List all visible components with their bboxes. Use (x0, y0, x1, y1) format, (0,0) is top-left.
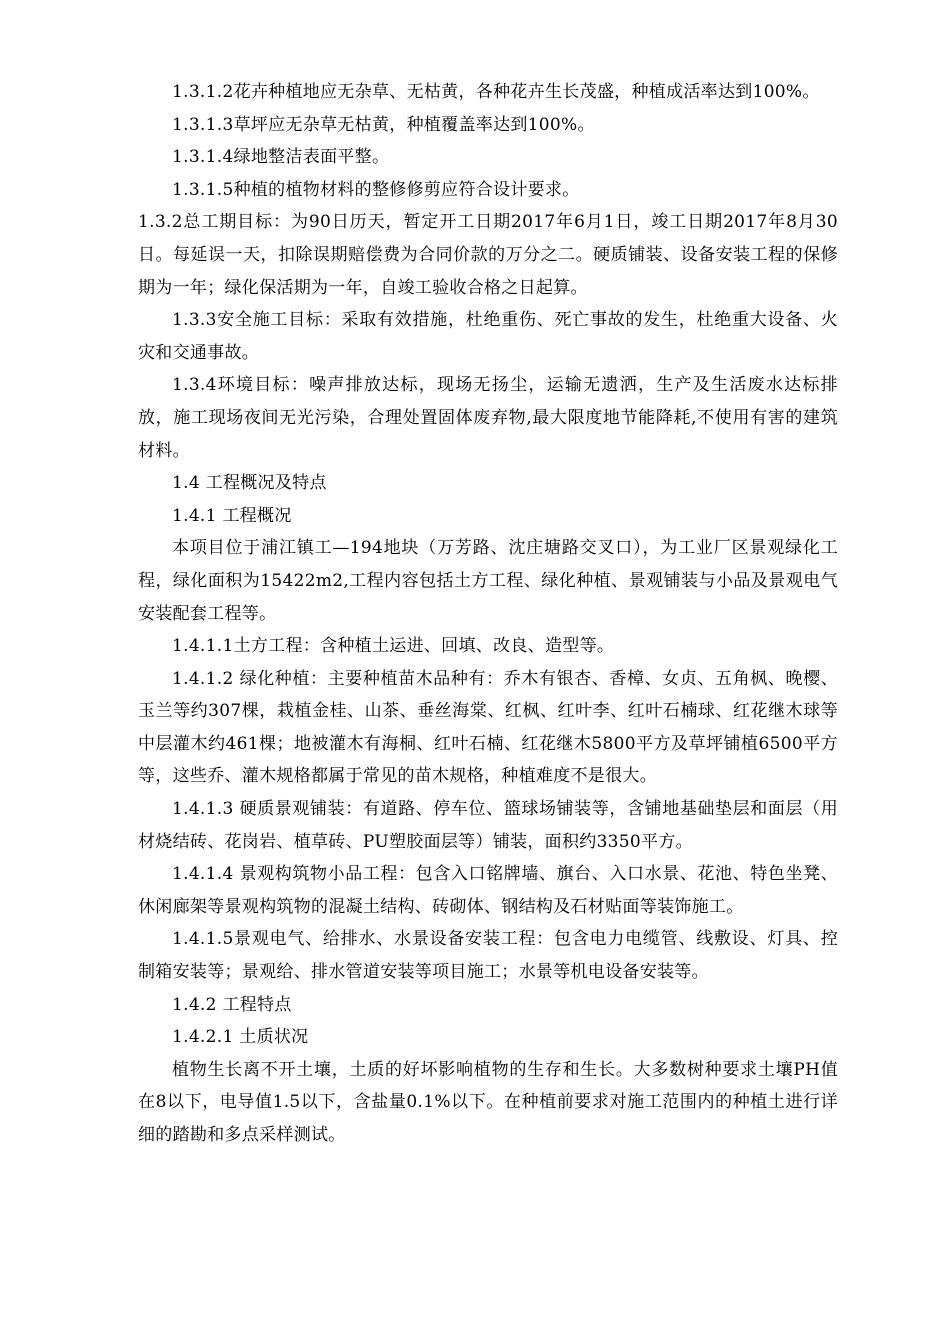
paragraph-1-4-1-1: 1.4.1.1土方工程：含种植土运进、回填、改良、造型等。 (172, 636, 615, 657)
paragraph-1-4-1-5: 1.4.1.5景观电气、给排水、水景设备安装工程：包含电力电缆管、线敷设、灯具、控制箱安装等；景观给、排水管道安装等项目施工；水景等机电设备安装等。 (138, 929, 838, 983)
paragraph-1-3-1-2: 1.3.1.2花卉种植地应无杂草、无枯黄，各种花卉生长茂盛，种植成活率达到100%。 (172, 82, 820, 102)
paragraph-1-4-1-2: 1.4.1.2 绿化种植：主要种植苗木品种有：乔木有银杏、香樟、女贞、五角枫、晚樱、玉兰等约307棵，栽植金桂、山茶、垂丝海棠、红枫、红叶李、红叶石楠球、红花继木球等中层灌木约461棵；地被灌木有海桐、红叶石楠、红花继木5800平方及草坪铺植6500平方等，这些乔、灌木规格都属于常见的苗木规格，种植难度不是很大。 (138, 668, 838, 787)
paragraph-1-3-3: 1.3.3安全施工目标：采取有效措施，杜绝重伤、死亡事故的发生，杜绝重大设备、火灾和交通事故。 (138, 310, 838, 363)
heading-1-4-2: 1.4.2 工程特点 (172, 994, 292, 1015)
paragraph-project-overview: 本项目位于浦江镇工—194地块（万芳路、沈庄塘路交叉口），为工业厂区景观绿化工程，绿化面积为15422m2,工程内容包括土方工程、绿化种植、景观铺装与小品及景观电气安装配套工程等。 (138, 538, 838, 624)
paragraph-1-3-1-3: 1.3.1.3草坪应无杂草无枯黄，种植覆盖率达到100%。 (172, 114, 595, 135)
heading-1-4-2-1: 1.4.2.1 土质状况 (172, 1027, 309, 1048)
document-page (138, 76, 838, 1152)
heading-1-4-1: 1.4.1 工程概况 (172, 505, 292, 526)
paragraph-soil-condition: 植物生长离不开土壤，土质的好坏影响植物的生存和生长。大多数树种要求土壤PH值在8以下，电导值1.5以下，含盐量0.1%以下。在种植前要求对施工范围内的种植土进行详细的踏勘和多点采样测试。 (138, 1059, 838, 1145)
paragraph-1-3-4: 1.3.4环境目标：噪声排放达标，现场无扬尘，运输无遗洒，生产及生活废水达标排放，施工现场夜间无光污染，合理处置固体废弃物,最大限度地节能降耗,不使用有害的建筑材料。 (138, 375, 838, 461)
heading-1-4: 1.4 工程概况及特点 (172, 473, 327, 494)
paragraph-1-3-1-4: 1.3.1.4绿地整洁表面平整。 (172, 147, 390, 168)
paragraph-1-4-1-4: 1.4.1.4 景观构筑物小品工程：包含入口铭牌墙、旗台、入口水景、花池、特色坐凳、休闲廊架等景观构筑物的混凝土结构、砖砌体、钢结构及石材贴面等装饰施工。 (138, 864, 838, 917)
paragraph-1-4-1-3: 1.4.1.3 硬质景观铺装：有道路、停车位、篮球场铺装等，含铺地基础垫层和面层（用材烧结砖、花岗岩、植草砖、PU塑胶面层等）铺装，面积约3350平方。 (138, 799, 838, 852)
paragraph-1-3-2: 1.3.2总工期目标：为90日历天，暂定开工日期2017年6月1日，竣工日期2017年8月30日。每延误一天，扣除误期赔偿费为合同价款的万分之二。硬质铺装、设备安装工程的保修期为一年；绿化保活期为一年，自竣工验收合格之日起算。 (138, 212, 838, 298)
paragraph-1-3-1-5: 1.3.1.5种植的植物材料的整修修剪应符合设计要求。 (172, 179, 580, 200)
